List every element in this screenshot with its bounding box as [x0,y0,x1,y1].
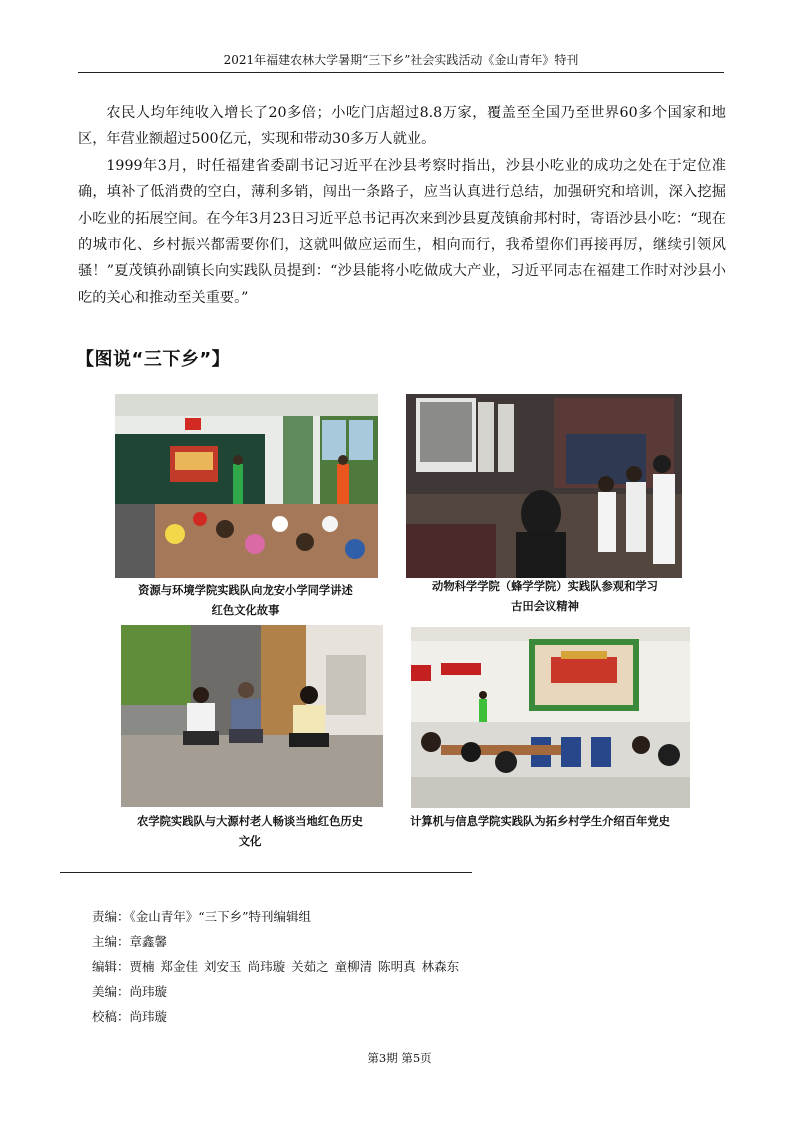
editor-name: 陈明真 [378,959,416,974]
credits-block [92,904,459,1029]
page-number: 第3期 第5页 [367,1051,432,1065]
caption-exhibition: 动物科学学院（蜂学学院）实践队参观和学习 古田会议精神 [432,580,658,613]
credit-proofreader: 校稿：尚玮璇 [92,1009,168,1024]
credits-rule [60,872,472,873]
editor-name: 童柳清 [334,959,373,974]
editor-name: 林森东 [421,959,460,974]
header-rule [78,72,724,73]
editor-name: 贾楠 [129,959,155,974]
editor-name: 郑金佳 [160,959,199,974]
editor-name: 关茹之 [291,959,329,974]
section-title: 【图说“三下乡”】 [76,349,231,370]
photo-village-elder [121,625,383,807]
credit-chief-editor: 主编：章鑫馨 [92,934,168,949]
credit-art-editor: 美编：尚玮璇 [92,984,168,999]
credit-editor-in-charge: 责编：《金山青年》“三下乡”特刊编辑组 [92,909,312,924]
paragraph: 1999年3月，时任福建省委副书记习近平在沙县考察时指出，沙县小吃业的成功之处在于定位准确，填补了低消费的空白，薄利多销，闯出一条路子，应当认真进行总结，加强研究和培训，深入挖掘小吃业的拓展空间。在今年3月23日习近平总书记再次来到沙县夏茂镇俞邦村时，寄语沙县小吃：“现在的城市化、乡村振兴都需要你们，这就叫做应运而生，相向而行，我希望你们再接再厉，继续引领风骚！”夏茂镇孙副镇长向实践队员提到：“沙县能将小吃做成大产业，习近平同志在福建工作时对沙县小吃的关心和推动至关重要。” [78,157,726,306]
running-header: 2021年福建农林大学暑期“三下乡”社会实践活动《金山青年》特刊 [223,53,579,67]
caption-classroom: 资源与环境学院实践队向龙安小学同学讲述 红色文化故事 [138,584,353,617]
photo-exhibition [406,394,682,578]
caption-party-history-class: 计算机与信息学院实践队为拓乡村学生介绍百年党史 [410,815,670,828]
photo-party-history-class [411,627,690,808]
editor-name: 尚玮璇 [247,959,286,974]
editor-name: 刘安玉 [204,959,242,974]
caption-village-elder: 农学院实践队与大源村老人畅谈当地红色历史 文化 [137,815,363,848]
paragraph: 农民人均年纯收入增长了20多倍；小吃门店超过8.8万家，覆盖至全国乃至世界60多个国家和地区，年营业额超过500亿元，实现和带动30多万人就业。 [78,105,726,148]
photo-classroom [115,394,378,578]
credit-editors: 编辑：贾楠 郑金佳 刘安玉 尚玮璇 关茹之 童柳清 陈明真 林森东 [92,959,460,974]
article-body [78,100,726,311]
